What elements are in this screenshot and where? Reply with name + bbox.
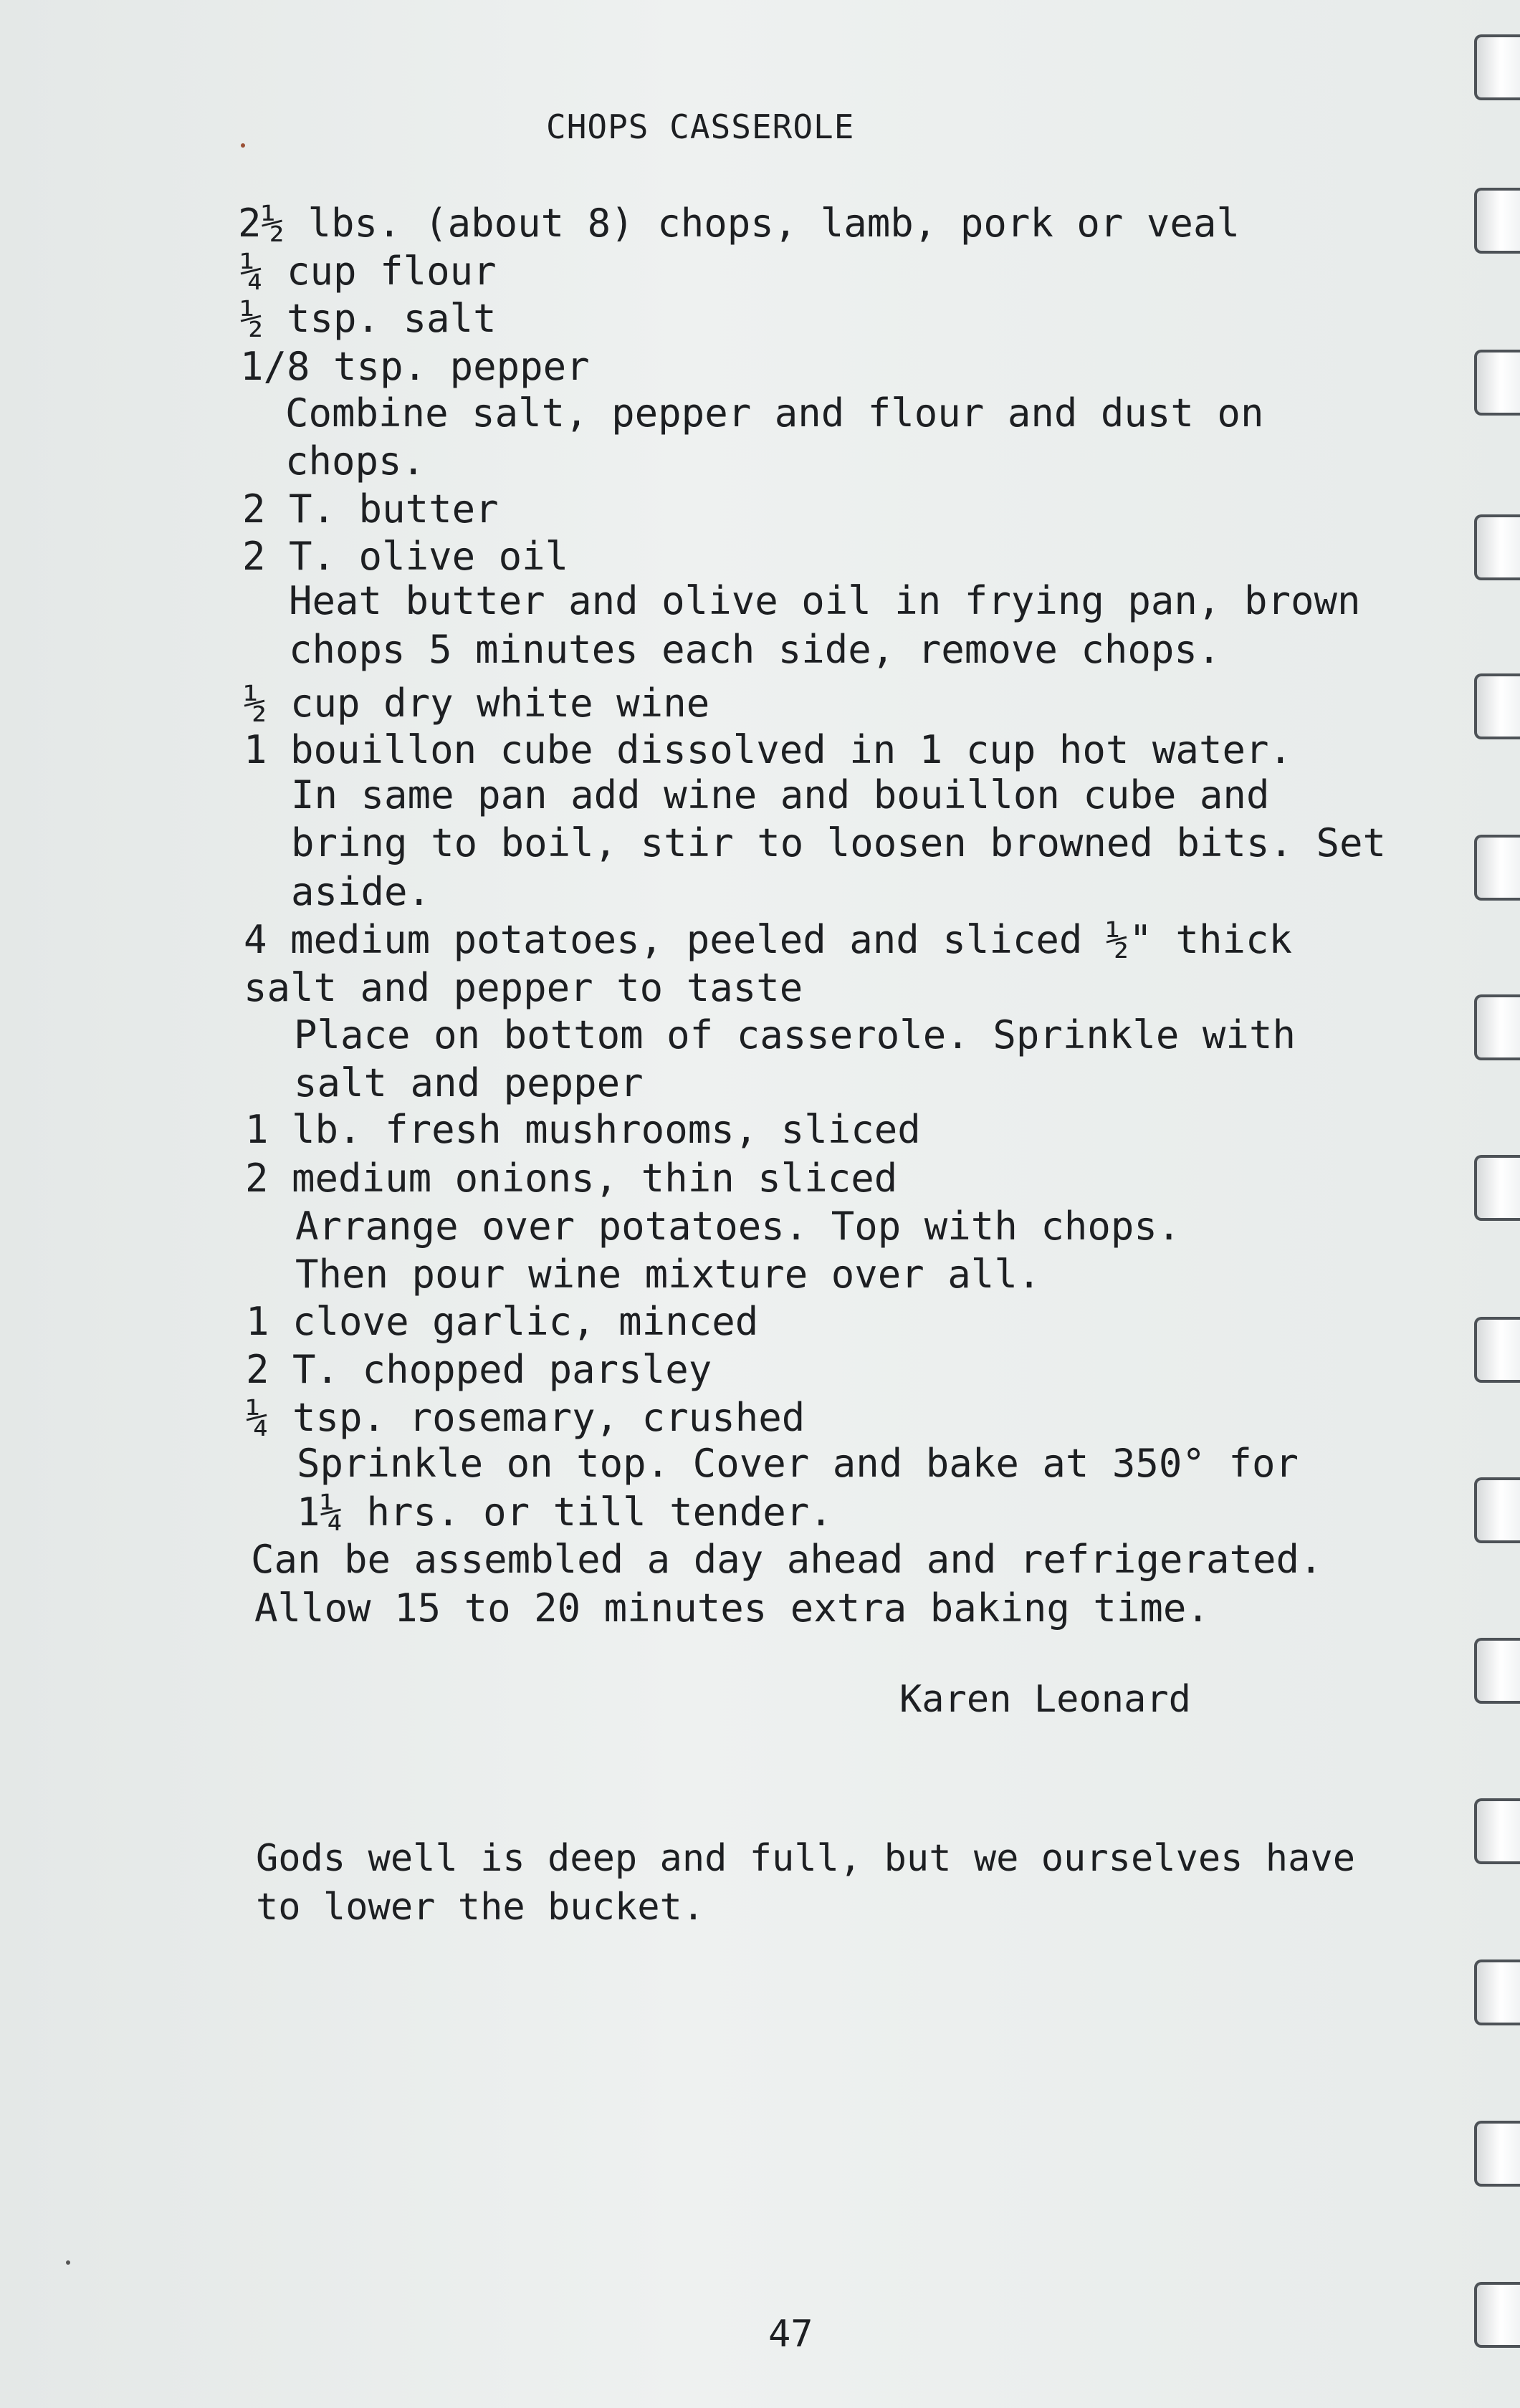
ingredient-line: salt and pepper to taste <box>244 965 803 1010</box>
binding-ring <box>1474 514 1520 580</box>
instruction-line: bring to boil, stir to loosen browned bits. Set <box>291 820 1387 865</box>
instruction-line: salt and pepper <box>294 1060 644 1105</box>
ingredient-line: ½ cup dry white wine <box>244 681 710 726</box>
note-line: Allow 15 to 20 minutes extra baking time. <box>254 1586 1210 1631</box>
ingredient-line: 1 clove garlic, minced <box>246 1299 759 1344</box>
instruction-line: In same pan add wine and bouillon cube and <box>291 772 1270 817</box>
spiral-binding <box>1463 0 1520 2408</box>
binding-ring <box>1474 835 1520 901</box>
binding-ring <box>1474 1477 1520 1543</box>
note-line: Can be assembled a day ahead and refrigerated. <box>251 1537 1323 1582</box>
instruction-line: Arrange over potatoes. Top with chops. <box>295 1204 1181 1249</box>
ingredient-line: ¼ tsp. rosemary, crushed <box>246 1395 806 1440</box>
binding-ring <box>1474 994 1520 1060</box>
ingredient-line: 2½ lbs. (about 8) chops, lamb, pork or veal <box>238 201 1240 246</box>
binding-ring <box>1474 34 1520 100</box>
binding-ring <box>1474 1960 1520 2025</box>
instruction-line: chops. <box>285 438 426 484</box>
ingredient-line: 2 T. chopped parsley <box>246 1347 712 1392</box>
ingredient-line: 1 bouillon cube dissolved in 1 cup hot water. <box>244 727 1292 772</box>
ingredient-line: 1 lb. fresh mushrooms, sliced <box>245 1107 921 1152</box>
binding-ring <box>1474 2282 1520 2348</box>
ingredient-line: ¼ cup flour <box>240 249 497 294</box>
binding-ring <box>1474 2121 1520 2187</box>
recipe-title: CHOPS CASSEROLE <box>546 107 855 146</box>
binding-ring <box>1474 188 1520 254</box>
binding-ring <box>1474 1638 1520 1704</box>
ingredient-line: 2 T. butter <box>242 486 499 532</box>
quote <box>256 1834 1355 1932</box>
instruction-line: Sprinkle on top. Cover and bake at 350° for <box>297 1441 1299 1486</box>
quote-line: to lower the bucket. <box>256 1886 705 1929</box>
paper-speck <box>66 2260 70 2265</box>
quote-line: Gods well is deep and full, but we ourselves have <box>256 1837 1356 1880</box>
binding-ring <box>1474 1317 1520 1383</box>
instruction-line: aside. <box>291 869 431 914</box>
binding-ring <box>1474 350 1520 416</box>
ingredient-line: ½ tsp. salt <box>240 296 497 341</box>
ingredient-line: 4 medium potatoes, peeled and sliced ½" thick <box>244 917 1292 962</box>
instruction-line: Then pour wine mixture over all. <box>295 1252 1041 1297</box>
ingredient-line: 2 T. olive oil <box>242 534 569 579</box>
binding-ring <box>1474 1798 1520 1864</box>
ingredient-line: 2 medium onions, thin sliced <box>245 1156 898 1201</box>
instruction-line: Heat butter and olive oil in frying pan, brown <box>289 578 1361 623</box>
instruction-line: Combine salt, pepper and flour and dust on <box>285 390 1264 436</box>
binding-ring <box>1474 673 1520 739</box>
paper-speck <box>241 143 245 148</box>
instruction-line: chops 5 minutes each side, remove chops. <box>289 627 1221 672</box>
page-number: 47 <box>768 2313 813 2356</box>
instruction-line: 1¼ hrs. or till tender. <box>297 1490 833 1535</box>
ingredient-line: 1/8 tsp. pepper <box>240 344 590 389</box>
recipe-author: Karen Leonard <box>899 1678 1191 1721</box>
instruction-line: Place on bottom of casserole. Sprinkle with <box>294 1012 1296 1057</box>
binding-ring <box>1474 1155 1520 1221</box>
